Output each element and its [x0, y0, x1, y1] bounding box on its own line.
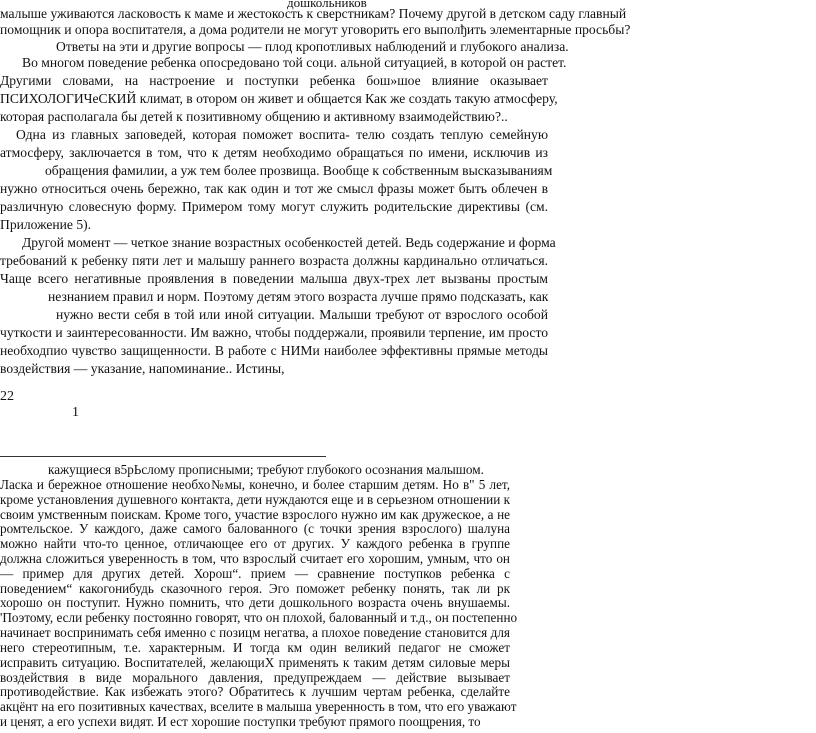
text-line: можно найти что-то ценное, отличающее его от других. У каждого ребенка в группе [0, 536, 510, 552]
text-line: ромтельское. У каждого, даже самого балованного (с точки зрения взрослого) шалуна [0, 521, 510, 537]
text-line: нужно вести себя в той или иной ситуации. Малыши требуют от взрослого особой [56, 307, 548, 322]
text-line: своим умственным поискам. Кроме того, участие взрослого нужно им как дружеское, а не [0, 506, 510, 522]
text-line: кажущиеся в5рЬслому прописными; требуют глубокого осознания малышом. [48, 462, 484, 477]
text-line: незнанием правил и норм. Поэтому детям этого возраста лучше прямо подсказать, как [48, 289, 549, 304]
page-mark: 1 [72, 405, 79, 420]
text-line: поведением“ какогонибудь сказочного героя. Эго поможет ребенку понять, так ли рк [0, 580, 510, 596]
text-line: — пример для других детей. Хорош“. прием — сравнение поступков ребенка с [0, 565, 510, 581]
text-line: противодействие. Как избежать этого? Обратитесь к лучшим чертам ребенка, сделайте [0, 684, 510, 700]
page-number: 22 [0, 389, 14, 404]
text-line: малыше уживаются ласковость к маме и жестокость к сверстникам? Почему другой в детском саду главный [0, 6, 627, 21]
text-line: Во многом поведение ребенка опосредовано той соци. альной ситуацией, в которой он растет. [22, 55, 567, 70]
text-line: требований к ребенку пяти лет и малышу раннего возраста должны кардинально отличаться. [0, 253, 548, 268]
footnote-divider [0, 456, 326, 457]
text-line: и ценят, а его успехи видят. И ест хорошие поступки требуют прямого поощрения, то [0, 714, 481, 729]
running-header: дошкольников [287, 0, 367, 10]
text-line: начинает воспринимать себя именно с позицм негатва, а плохое поведение становится для [0, 625, 510, 641]
text-line: которая располагала бы детей к позитивному общению и активному взаимодействию?.. [0, 109, 508, 124]
text-line: нужно относиться очень бережно, так как один и тот же смысл фразы может быть облечен в [0, 181, 548, 196]
text-line: атмосферу, заключается в том, что к детям необходимо обращаться по имени, исключив из [0, 145, 548, 160]
text-line: различную словесную форму. Примером тому могут служить родительские директивы (см. [0, 199, 548, 214]
text-line: Другими словами, на настроение и поступки ребенка бош»шое влияние оказывает [0, 73, 548, 88]
text-line: Другой момент — четкое знание возрастных особенкостей детей. Ведь содержание и форма [22, 235, 556, 250]
text-line: 'Поэтому, если ребенку постоянно говорят, что он плохой, балованный и т.д., он постепенно [0, 610, 518, 626]
text-line: Ласка и бережное отношение необхо№мы, конечно, и более старшим детям. Но в" 5 лет, [0, 476, 510, 492]
text-line: ПСИХОЛОГИЧеСКИЙ климат, в отором он живет и общается Как же создать такую атмосферу, [0, 91, 558, 106]
text-line: воздействия в виде морального давления, предупреждаем — действие вызывает [0, 669, 510, 685]
text-line: чуткости и заинтересованности. Им важно, чтобы поддержали, проявили терпение, им просто [0, 325, 548, 340]
text-line: обращения фамилии, а уж тем более прозвища. Вообще к собственным высказываниям [45, 163, 553, 178]
text-line: должна сложиться уверенность в том, что взрослый считает его хорошим, умным, что он [0, 550, 510, 566]
text-line: кроме установления душевного контакта, дети нуждаются еще и в серьезном отношении к [0, 491, 510, 507]
text-line: воздействия — указание, напоминание.. Истины, [0, 361, 285, 376]
text-line: Чаще всего негативные проявления в поведении малыша двух-трех лет вызваны простым [0, 271, 548, 286]
text-line: помощник и опора воспитателя, а дома родители не могут уговорить его выполђить элементарные просьбы? [0, 22, 631, 37]
text-line: Одна из главных заповедей, которая поможет воспита- телю создать теплую семейную [16, 127, 548, 142]
text-line: Приложение 5). [0, 217, 92, 232]
text-line: хорошо он поступит. Нужно помнить, что дети дошкольного возраста очень внушаемы. [0, 595, 510, 611]
text-line: акцёнт на его позитивных качествах, вселите в малыша уверенность в том, что его уважают [0, 699, 517, 715]
text-line: необходпио чувство защищенности. В работе с НИМи наиболее эффективны прямые методы [0, 343, 548, 358]
text-line: Ответы на эти и другие вопросы — плод кропотливых наблюдений и глубокого анализа. [56, 39, 569, 54]
text-line: него стереотипным, т.е. характерным. И тогда км один великий педагог не сможет [0, 639, 510, 655]
text-line: исправить ситуацию. Воспитателей, желающиХ применять к таким детям силовые меры [0, 654, 510, 670]
